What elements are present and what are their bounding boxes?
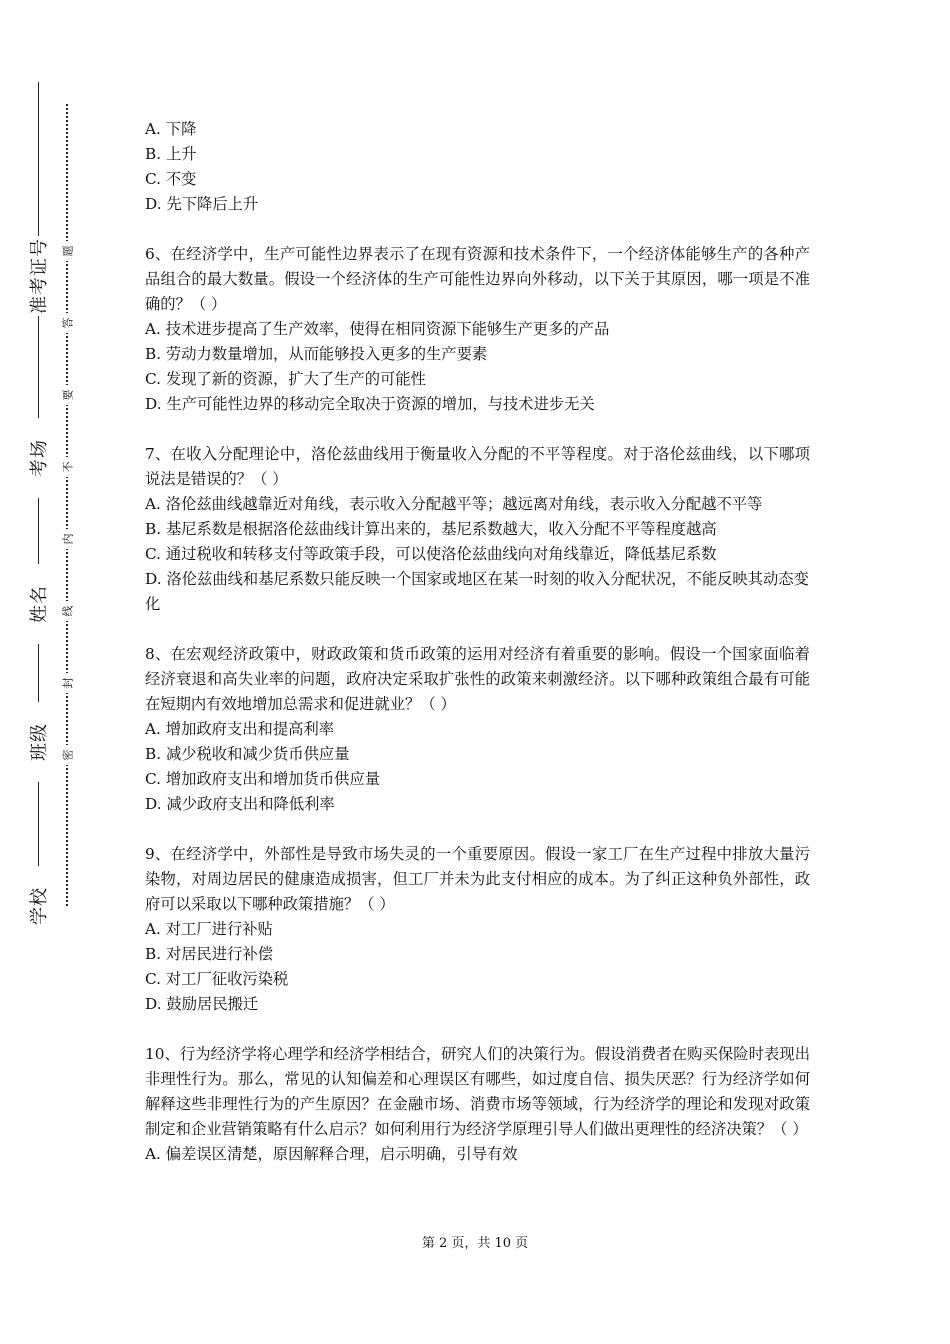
question-8 bbox=[145, 642, 810, 817]
seal-char: 题 bbox=[57, 241, 77, 261]
question-text: 6、在经济学中，生产可能性边界表示了在现有资源和技术条件下，一个经济体能够生产的各种产品组合的最大数量。假设一个经济体的生产可能性边界向外移动，以下关于其原因，哪一项是不准确的？（ ） bbox=[145, 245, 810, 313]
name-label: 姓名 bbox=[22, 564, 54, 644]
option-b: B. 上升 bbox=[145, 145, 197, 163]
school-label: 学校 bbox=[22, 866, 54, 946]
option-a: A. 技术进步提高了生产效率，使得在相同资源下能够生产更多的产品 bbox=[145, 320, 610, 338]
option-d: D. 先下降后上升 bbox=[145, 195, 259, 213]
question-6 bbox=[145, 242, 810, 417]
option-b: B. 减少税收和减少货币供应量 bbox=[145, 745, 350, 763]
option-a: A. 增加政府支出和提高利率 bbox=[145, 720, 335, 738]
seal-char: 线 bbox=[57, 601, 77, 621]
exam-room-label: 考场 bbox=[22, 418, 54, 498]
option-d: D. 生产可能性边界的移动完全取决于资源的增加，与技术进步无关 bbox=[145, 395, 595, 413]
question-5-options bbox=[145, 117, 810, 217]
option-b: B. 对居民进行补偿 bbox=[145, 945, 274, 963]
binding-dotted-line bbox=[66, 104, 68, 906]
class-label: 班级 bbox=[22, 702, 54, 782]
question-content bbox=[145, 117, 810, 1167]
option-b: B. 劳动力数量增加，从而能够投入更多的生产要素 bbox=[145, 345, 488, 363]
question-text: 8、在宏观经济政策中，财政政策和货币政策的运用对经济有着重要的影响。假设一个国家面临着经济衰退和高失业率的问题，政府决定采取扩张性的政策来刺激经济。以下哪种政策组合最有可能在短期内有效地增加总需求和促进就业？（ ） bbox=[145, 645, 810, 713]
option-a: A. 对工厂进行补贴 bbox=[145, 920, 273, 938]
seal-char: 答 bbox=[57, 313, 77, 333]
seal-char: 要 bbox=[57, 385, 77, 405]
option-d: D. 减少政府支出和降低利率 bbox=[145, 795, 335, 813]
option-c: C. 不变 bbox=[145, 170, 197, 188]
question-text: 9、在经济学中，外部性是导致市场失灵的一个重要原因。假设一家工厂在生产过程中排放大量污染物，对周边居民的健康造成损害，但工厂并未为此支付相应的成本。为了纠正这种负外部性，政府可以采取以下哪种政策措施？（ ） bbox=[145, 845, 810, 913]
option-d: D. 洛伦兹曲线和基尼系数只能反映一个国家或地区在某一时刻的收入分配状况，不能反映其动态变化 bbox=[145, 570, 809, 613]
option-c: C. 对工厂征收污染税 bbox=[145, 970, 289, 988]
question-10 bbox=[145, 1042, 810, 1167]
page-footer: 第 2 页，共 10 页 bbox=[421, 1236, 529, 1251]
exam-number-label: 准考证号 bbox=[22, 236, 54, 316]
option-a: A. 偏差误区清楚，原因解释合理，启示明确，引导有效 bbox=[145, 1145, 518, 1163]
option-c: C. 发现了新的资源，扩大了生产的可能性 bbox=[145, 370, 426, 388]
question-text: 10、行为经济学将心理学和经济学相结合，研究人们的决策行为。假设消费者在购买保险时表现出非理性行为。那么，常见的认知偏差和心理误区有哪些，如过度自信、损失厌恶？行为经济学如何解释这些非理性行为的产生原因？在金融市场、消费市场等领域，行为经济学的理论和发现对政策制定和企业营销策略有什么启示？如何利用行为经济学原理引导人们做出更理性的经济决策？（ ） bbox=[145, 1045, 810, 1138]
option-d: D. 鼓励居民搬迁 bbox=[145, 995, 259, 1013]
seal-char: 不 bbox=[57, 457, 77, 477]
option-c: C. 通过税收和转移支付等政策手段，可以使洛伦兹曲线向对角线靠近，降低基尼系数 bbox=[145, 545, 717, 563]
seal-char: 内 bbox=[57, 529, 77, 549]
seal-char: 密 bbox=[57, 745, 77, 765]
binding-solid-line bbox=[38, 82, 39, 930]
question-9 bbox=[145, 842, 810, 1017]
binding-margin bbox=[0, 0, 110, 1344]
option-a: A. 洛伦兹曲线越靠近对角线，表示收入分配越平等；越远离对角线，表示收入分配越不平等 bbox=[145, 495, 763, 513]
question-text: 7、在收入分配理论中，洛伦兹曲线用于衡量收入分配的不平等程度。对于洛伦兹曲线，以下哪项说法是错误的？（ ） bbox=[145, 445, 810, 488]
option-b: B. 基尼系数是根据洛伦兹曲线计算出来的，基尼系数越大，收入分配不平等程度越高 bbox=[145, 520, 717, 538]
option-a: A. 下降 bbox=[145, 120, 197, 138]
option-c: C. 增加政府支出和增加货币供应量 bbox=[145, 770, 381, 788]
question-7 bbox=[145, 442, 810, 617]
seal-char: 封 bbox=[57, 673, 77, 693]
